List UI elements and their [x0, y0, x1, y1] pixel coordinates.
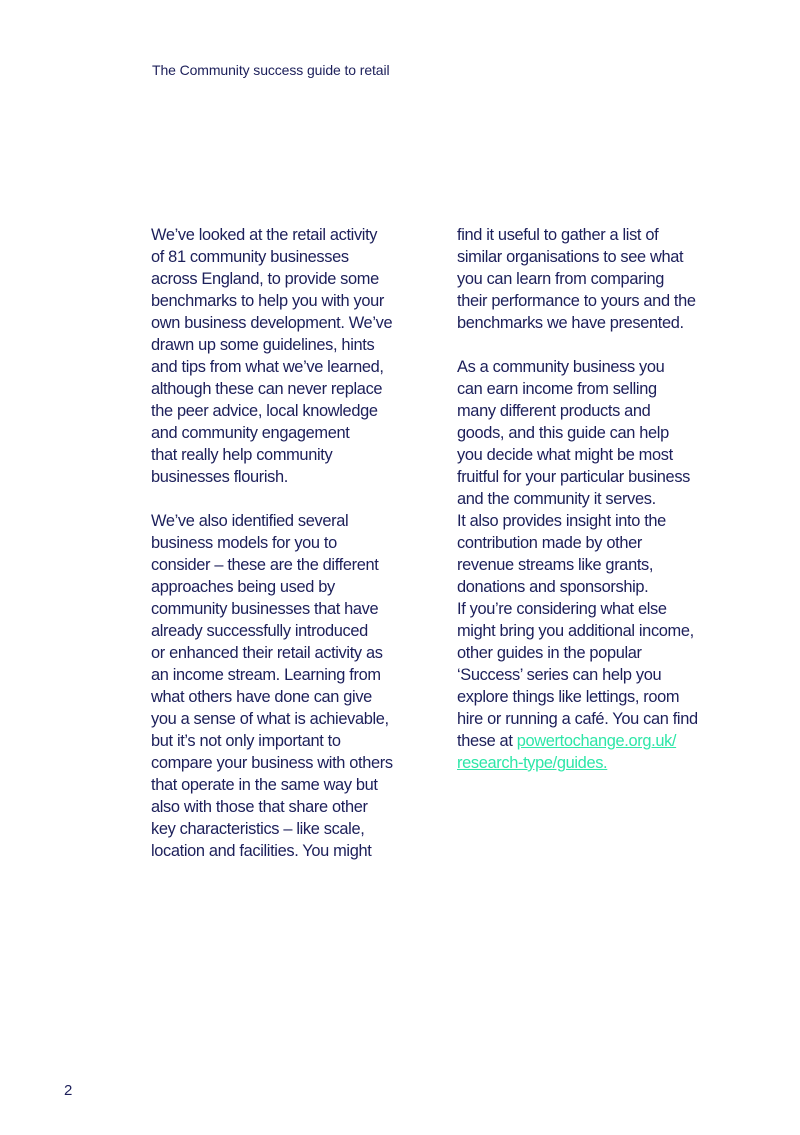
text-line: you decide what might be most [457, 446, 673, 464]
text-line-with-link [457, 752, 747, 774]
guides-link-part-2[interactable]: research-type/guides. [457, 754, 608, 772]
text-line: what others have done can give [151, 688, 372, 706]
text-line: We’ve also identified several [151, 512, 349, 530]
text-line: already successfully introduced [151, 622, 368, 640]
text-line: We’ve looked at the retail activity [151, 226, 378, 244]
text-line: fruitful for your particular business [457, 468, 691, 486]
text-line: hire or running a café. You can find [457, 710, 698, 728]
text-line: the peer advice, local knowledge [151, 402, 378, 420]
text-line: approaches being used by [151, 578, 335, 596]
text-line: explore things like lettings, room [457, 688, 680, 706]
text-line: benchmarks to help you with your [151, 292, 384, 310]
text-line: compare your business with others [151, 754, 393, 772]
text-line: business models for you to [151, 534, 337, 552]
text-line: goods, and this guide can help [457, 424, 669, 442]
text-line: It also provides insight into the [457, 512, 666, 530]
page-number: 2 [64, 1082, 73, 1099]
text-line: you can learn from comparing [457, 270, 665, 288]
text-line: As a community business you [457, 358, 665, 376]
text-line: businesses flourish. [151, 468, 288, 486]
text-line: of 81 community businesses [151, 248, 349, 266]
text-line: community businesses that have [151, 600, 379, 618]
text-line: ‘Success’ series can help you [457, 666, 662, 684]
running-header: The Community success guide to retail [152, 62, 390, 78]
text-line: similar organisations to see what [457, 248, 684, 266]
text-line: also with those that share other [151, 798, 368, 816]
text-line: might bring you additional income, [457, 622, 694, 640]
text-line: find it useful to gather a list of [457, 226, 659, 244]
text-line: although these can never replace [151, 380, 383, 398]
text-line: benchmarks we have presented. [457, 314, 684, 332]
text-line: an income stream. Learning from [151, 666, 381, 684]
right-paragraph-2 [457, 356, 747, 774]
text-line: and the community it serves. [457, 490, 656, 508]
text-line: that operate in the same way but [151, 776, 378, 794]
text-line: contribution made by other [457, 534, 642, 552]
text-line: that really help community [151, 446, 333, 464]
text-line: location and facilities. You might [151, 842, 372, 860]
text-line: other guides in the popular [457, 644, 642, 662]
right-paragraph-1 [457, 224, 747, 334]
text-line-with-link [457, 730, 747, 752]
text-line: own business development. We’ve [151, 314, 393, 332]
text-line: drawn up some guidelines, hints [151, 336, 375, 354]
text-line: but it’s not only important to [151, 732, 341, 750]
text-line: If you’re considering what else [457, 600, 667, 618]
text-line: you a sense of what is achievable, [151, 710, 389, 728]
text-line: can earn income from selling [457, 380, 657, 398]
left-paragraph-2 [151, 510, 431, 862]
left-column [151, 224, 431, 862]
text-line: consider – these are the different [151, 556, 379, 574]
text-line: and community engagement [151, 424, 350, 442]
guides-link-part-1[interactable]: powertochange.org.uk/ [516, 732, 677, 750]
text-line: and tips from what we’ve learned, [151, 358, 384, 376]
text-line: many different products and [457, 402, 651, 420]
text-line: key characteristics – like scale, [151, 820, 365, 838]
text-line: donations and sponsorship. [457, 578, 649, 596]
text-line: revenue streams like grants, [457, 556, 654, 574]
text-line: or enhanced their retail activity as [151, 644, 383, 662]
link-prefix: these at [457, 732, 517, 750]
left-paragraph-1 [151, 224, 431, 488]
right-column [457, 224, 747, 774]
text-line: across England, to provide some [151, 270, 379, 288]
text-line: their performance to yours and the [457, 292, 696, 310]
